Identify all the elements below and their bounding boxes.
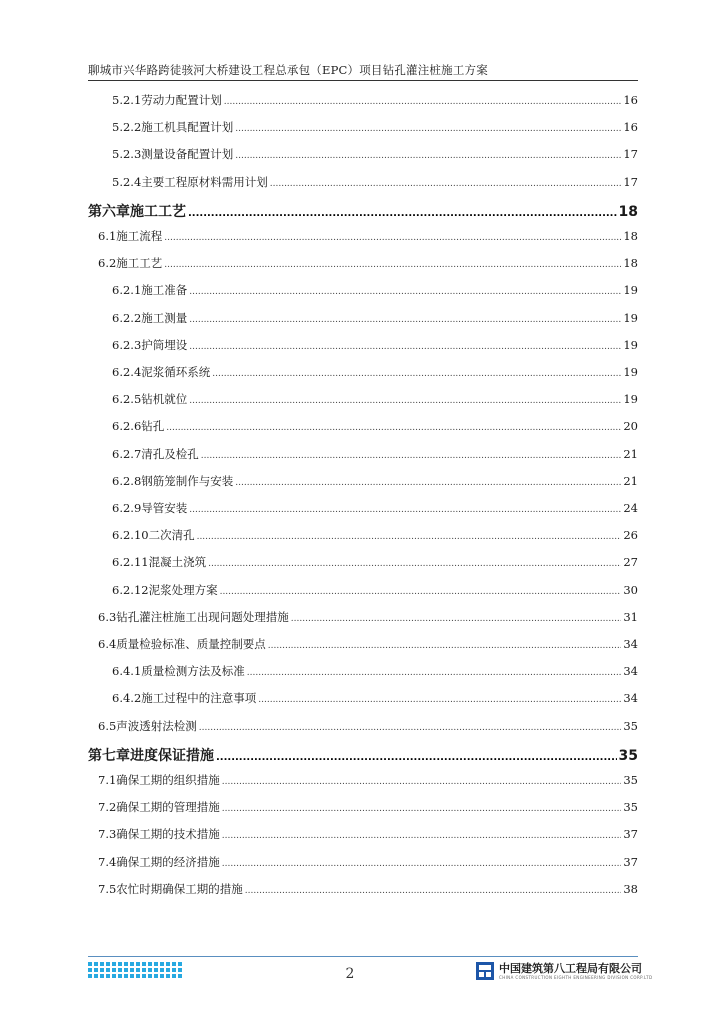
toc-entry-page: 34 [623, 664, 638, 679]
toc-leader-dots [197, 532, 622, 542]
toc-leader-dots [268, 641, 622, 651]
toc-entry[interactable] [112, 119, 638, 135]
toc-entry-title: 6.2.11混凝土浇筑 [112, 555, 207, 570]
toc-entry-page: 26 [623, 528, 638, 543]
toc-entry-page: 34 [623, 637, 638, 651]
toc-entry[interactable] [88, 201, 638, 221]
toc-leader-dots [258, 695, 621, 705]
toc-entry-page: 20 [623, 419, 638, 434]
toc-entry-title: 6.2.8钢筋笼制作与安装 [112, 473, 234, 488]
toc-leader-dots [235, 478, 621, 488]
toc-leader-dots [166, 423, 621, 433]
toc-entry[interactable] [88, 745, 638, 765]
toc-entry-page: 16 [623, 120, 638, 135]
footer-decoration [88, 962, 183, 984]
toc-leader-dots [189, 342, 621, 352]
toc-entry-page: 34 [623, 691, 638, 706]
page-number: 2 [345, 966, 355, 982]
toc-entry-page: 35 [618, 747, 638, 764]
toc-entry-page: 16 [623, 93, 638, 107]
toc-entry-page: 21 [623, 473, 638, 488]
toc-entry[interactable] [112, 282, 638, 298]
toc-entry-title: 7.4确保工期的经济措施 [98, 854, 220, 869]
toc-entry-title: 6.2.4泥浆循环系统 [112, 365, 211, 379]
toc-leader-dots [189, 315, 621, 325]
toc-entry[interactable] [112, 446, 638, 462]
toc-entry-page: 17 [623, 147, 638, 162]
toc-entry-page: 17 [623, 174, 638, 189]
toc-entry[interactable] [112, 337, 638, 353]
toc-entry-page: 30 [623, 582, 638, 597]
toc-leader-dots [222, 804, 622, 814]
toc-entry-page: 31 [623, 609, 638, 624]
toc-leader-dots [189, 396, 621, 406]
toc-entry-page: 24 [623, 501, 638, 515]
toc-entry[interactable] [112, 418, 638, 434]
toc-entry-page: 38 [623, 881, 638, 896]
toc-entry[interactable] [112, 473, 638, 489]
toc-entry[interactable] [112, 690, 638, 706]
toc-leader-dots [222, 777, 622, 787]
toc-entry-page: 18 [623, 256, 638, 271]
toc-entry-page: 19 [623, 283, 638, 298]
toc-entry-page: 18 [618, 203, 638, 220]
toc-leader-dots [224, 97, 622, 107]
toc-entry-title: 6.2.9导管安装 [112, 501, 188, 515]
toc-leader-dots [164, 233, 621, 243]
toc-entry-title: 6.2.6钻孔 [112, 419, 165, 434]
toc-entry[interactable] [98, 854, 638, 870]
toc-entry-page: 35 [623, 718, 638, 733]
toc-entry[interactable] [98, 799, 638, 815]
toc-entry[interactable] [98, 718, 638, 734]
toc-entry-title: 6.2.1施工准备 [112, 283, 188, 298]
toc-entry[interactable] [98, 255, 638, 271]
toc-entry[interactable] [112, 527, 638, 543]
toc-entry[interactable] [112, 92, 638, 108]
toc-entry-title: 6.2.2施工测量 [112, 310, 188, 325]
toc-entry-page: 35 [623, 773, 638, 787]
toc-entry[interactable] [98, 228, 638, 244]
toc-entry-page: 18 [623, 229, 638, 243]
toc-entry[interactable] [98, 636, 638, 652]
toc-entry[interactable] [112, 663, 638, 679]
toc-entry[interactable] [98, 826, 638, 842]
header-rule [88, 80, 638, 81]
toc-entry-title: 6.3钻孔灌注桩施工出现问题处理措施 [98, 609, 289, 624]
toc-leader-dots [216, 752, 617, 763]
toc-leader-dots [164, 260, 621, 270]
toc-entry[interactable] [112, 146, 638, 162]
toc-entry-title: 5.2.4主要工程原材料需用计划 [112, 174, 268, 189]
toc-leader-dots [201, 451, 622, 461]
toc-entry-title: 6.4.2施工过程中的注意事项 [112, 691, 257, 706]
toc-entry-page: 19 [623, 365, 638, 379]
toc-entry-page: 19 [623, 310, 638, 325]
toc-entry-title: 6.4.1质量检测方法及标准 [112, 664, 245, 679]
toc-entry-page: 27 [623, 555, 638, 570]
toc-entry[interactable] [112, 174, 638, 190]
toc-entry-page: 19 [623, 392, 638, 407]
toc-entry-title: 6.4质量检验标准、质量控制要点 [98, 637, 266, 651]
toc-entry-title: 第六章施工工艺 [88, 203, 186, 220]
toc-leader-dots [291, 614, 622, 624]
toc-leader-dots [188, 208, 617, 219]
toc-entry-title: 6.1施工流程 [98, 229, 163, 243]
toc-leader-dots [247, 668, 622, 678]
toc-entry[interactable] [112, 391, 638, 407]
footer-rule [88, 956, 638, 957]
toc-entry-title: 7.5农忙时期确保工期的措施 [98, 881, 243, 896]
toc-entry-title: 7.3确保工期的技术措施 [98, 827, 220, 842]
toc-leader-dots [212, 369, 621, 379]
toc-entry-page: 35 [623, 800, 638, 815]
toc-entry-title: 6.2.7清孔及检孔 [112, 446, 199, 461]
toc-leader-dots [220, 587, 622, 597]
toc-entry-title: 7.1确保工期的组织措施 [98, 773, 220, 787]
toc-entry-title: 5.2.3测量设备配置计划 [112, 147, 234, 162]
toc-leader-dots [189, 287, 621, 297]
toc-entry[interactable] [112, 582, 638, 598]
toc-entry-page: 37 [623, 827, 638, 842]
toc-leader-dots [199, 723, 622, 733]
toc-entry-title: 6.5声波透射法检测 [98, 718, 197, 733]
toc-entry-title: 6.2.10二次清孔 [112, 528, 195, 543]
company-name-en: CHINA CONSTRUCTION EIGHTH ENGINEERING DIVISION CORP.LTD [499, 974, 653, 980]
toc-entry[interactable] [112, 554, 638, 570]
toc-leader-dots [245, 886, 622, 896]
toc-entry[interactable] [112, 364, 638, 380]
toc-entry-title: 6.2.5钻机就位 [112, 392, 188, 407]
toc-leader-dots [235, 124, 621, 134]
toc-entry-title: 5.2.1劳动力配置计划 [112, 93, 222, 107]
toc-entry-title: 6.2.3护筒埋设 [112, 337, 188, 352]
toc-entry[interactable] [98, 881, 638, 897]
toc-entry-page: 37 [623, 854, 638, 869]
toc-entry[interactable] [98, 772, 638, 788]
toc-entry-title: 7.2确保工期的管理措施 [98, 800, 220, 815]
toc-entry-page: 19 [623, 337, 638, 352]
toc-entry-title: 5.2.2施工机具配置计划 [112, 120, 234, 135]
running-header: 聊城市兴华路跨徒骇河大桥建设工程总承包（EPC）项目钻孔灌注桩施工方案 [88, 63, 488, 77]
toc-entry-title: 6.2.12泥浆处理方案 [112, 582, 218, 597]
company-name: 中国建筑第八工程局有限公司 [499, 961, 642, 975]
toc-leader-dots [235, 151, 621, 161]
company-brand [476, 962, 652, 980]
toc-leader-dots [222, 831, 622, 841]
toc-leader-dots [270, 179, 622, 189]
toc-entry-page: 21 [623, 446, 638, 461]
toc-entry[interactable] [98, 609, 638, 625]
toc-entry-title: 第七章进度保证措施 [88, 747, 214, 764]
toc-entry[interactable] [112, 500, 638, 516]
toc-entry-title: 6.2施工工艺 [98, 256, 163, 271]
toc-leader-dots [222, 859, 622, 869]
company-logo-icon [476, 962, 494, 980]
toc-leader-dots [189, 505, 621, 515]
toc-leader-dots [208, 559, 621, 569]
toc-entry[interactable] [112, 310, 638, 326]
